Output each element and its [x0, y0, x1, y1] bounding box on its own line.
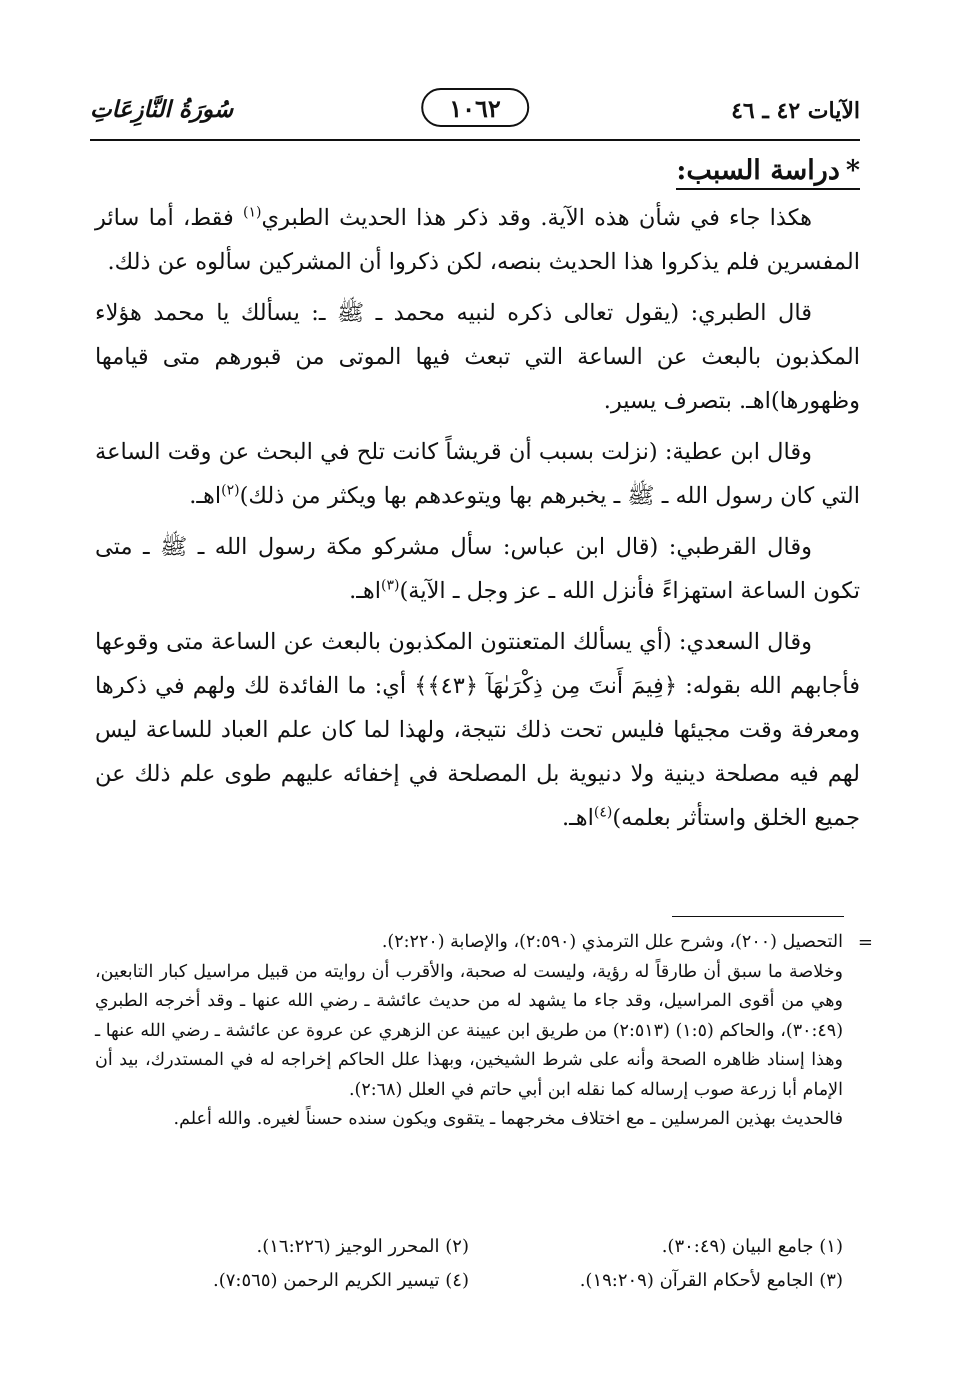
- surah-name: سُورَةُ النَّازِعَاتِ: [90, 96, 234, 123]
- footnote-4: (٤) تيسير الكريم الرحمن (٧:٥٦٥).: [213, 1270, 469, 1291]
- footnote-list: [95, 1230, 843, 1298]
- section-title: دراسة السبب:: [676, 155, 840, 186]
- paragraph-5: وقال السعدي: (أي يسألك المتعنتون المكذبون بالبعث عن الساعة متى وقوعها فأجابهم الله بقوله: ﴿فِيمَ أَنتَ مِن ذِكْرَىٰهَآ ﴿٤٣﴾﴾ أي: ما الفائدة لك ولهم في ذكرها ومعرفة وقت مجيئها فليس تحت ذلك نتيجة، ولهذا لما كان علم العباد للساعة ليس لهم فيه مصلحة دينية ولا دنيوية بل المصلحة في إخفائه عليهم طوى علم ذلك عن جميع الخلق واستأثر بعلمه)$^{(٤)}$اهـ.: [95, 629, 860, 831]
- running-header: [90, 88, 860, 134]
- footnote-line: وخلاصة ما سبق أن طارقاً له رؤية، وليست له صحبة، والأقرب أن روايته من قبيل مراسيل كبار التابعين، وهي من أقوى المراسيل، وقد جاء ما يشهد له من حديث عائشة ـ رضي الله عنها ـ وقد أخرجه الطبري (٣٠:٤٩)، والحاكم (١:٥) (٢:٥١٣) من طريق ابن عيينة عن الزهري عن عروة عن عائشة ـ رضي الله عنها ـ وهذا إسناد ظاهره الصحة وأنه على شرط الشيخين، وبهذا علل الحاكم إخراجه له في المستدرك، بيد أن الإمام أبا زرعة صوب إرساله كما نقله ابن أبي حاتم في العلل (٢:٦٨).: [95, 961, 844, 1100]
- page-number: ١٠٦٢: [421, 88, 529, 127]
- footnote-line: التحصيل (٢٠٠)، وشرح علل الترمذي (٢:٥٩٠)، والإصابة (٢:٢٢٠).: [381, 932, 843, 952]
- main-text: [95, 155, 860, 847]
- footnote-divider: [672, 916, 844, 917]
- paragraph-2: قال الطبري: (يقول تعالى ذكره لنبيه محمد ـ ﷺ ـ: يسألك يا محمد هؤلاء المكذبون بالبعث عن الساعة التي تبعث فيها الموتى من قبورهم متى قيامها وظهورها)اهـ. بتصرف يسير.: [95, 300, 860, 414]
- footnote-continuation: [95, 928, 873, 1135]
- verse-range: الآيات ٤٢ ـ ٤٦: [731, 98, 860, 124]
- footnote-2: (٢) المحرر الوجيز (١٦:٢٢٦).: [256, 1236, 469, 1257]
- paragraph-3: وقال ابن عطية: (نزلت بسبب أن قريشاً كانت تلح في البحث عن وقت الساعة التي كان رسول الله ـ ﷺ ـ يخبرهم بها ويتوعدهم بها ويكثر من ذلك)$^{(٢)}$اهـ.: [95, 439, 860, 509]
- footnote-ref: (١): [243, 204, 262, 221]
- footnote-1: (١) جامع البيان (٣٠:٤٩).: [661, 1236, 843, 1257]
- continuation-mark: =: [857, 932, 873, 953]
- footnote-ref: (٣): [381, 577, 400, 594]
- footnote-ref: (٤): [593, 804, 613, 821]
- star-bullet: *: [845, 155, 860, 186]
- header-divider: [90, 139, 860, 141]
- footnote-ref: (٢): [221, 482, 240, 499]
- section-heading: [676, 155, 860, 190]
- footnote-line: فالحديث بهذين المرسلين ـ مع اختلاف مخرجهما ـ يتقوى ويكون سنده حسناً لغيره. والله أعلم.: [173, 1109, 843, 1129]
- footnote-3: (٣) الجامع لأحكام القرآن (١٩:٢٠٩).: [579, 1270, 843, 1291]
- paragraph-4: وقال القرطبي: (قال ابن عباس: سأل مشركو مكة رسول الله ـ ﷺ ـ متى تكون الساعة استهزاءً فأنزل الله ـ عز وجل ـ الآية)$^{(٣)}$اهـ.: [95, 534, 860, 604]
- paragraph-1: هكذا جاء في شأن هذه الآية. وقد ذكر هذا الحديث الطبري$^{(١)}$ فقط، أما سائر المفسرين فلم يذكروا هذا الحديث بنصه، لكن ذكروا أن المشركين سألوه عن ذلك.: [95, 204, 860, 275]
